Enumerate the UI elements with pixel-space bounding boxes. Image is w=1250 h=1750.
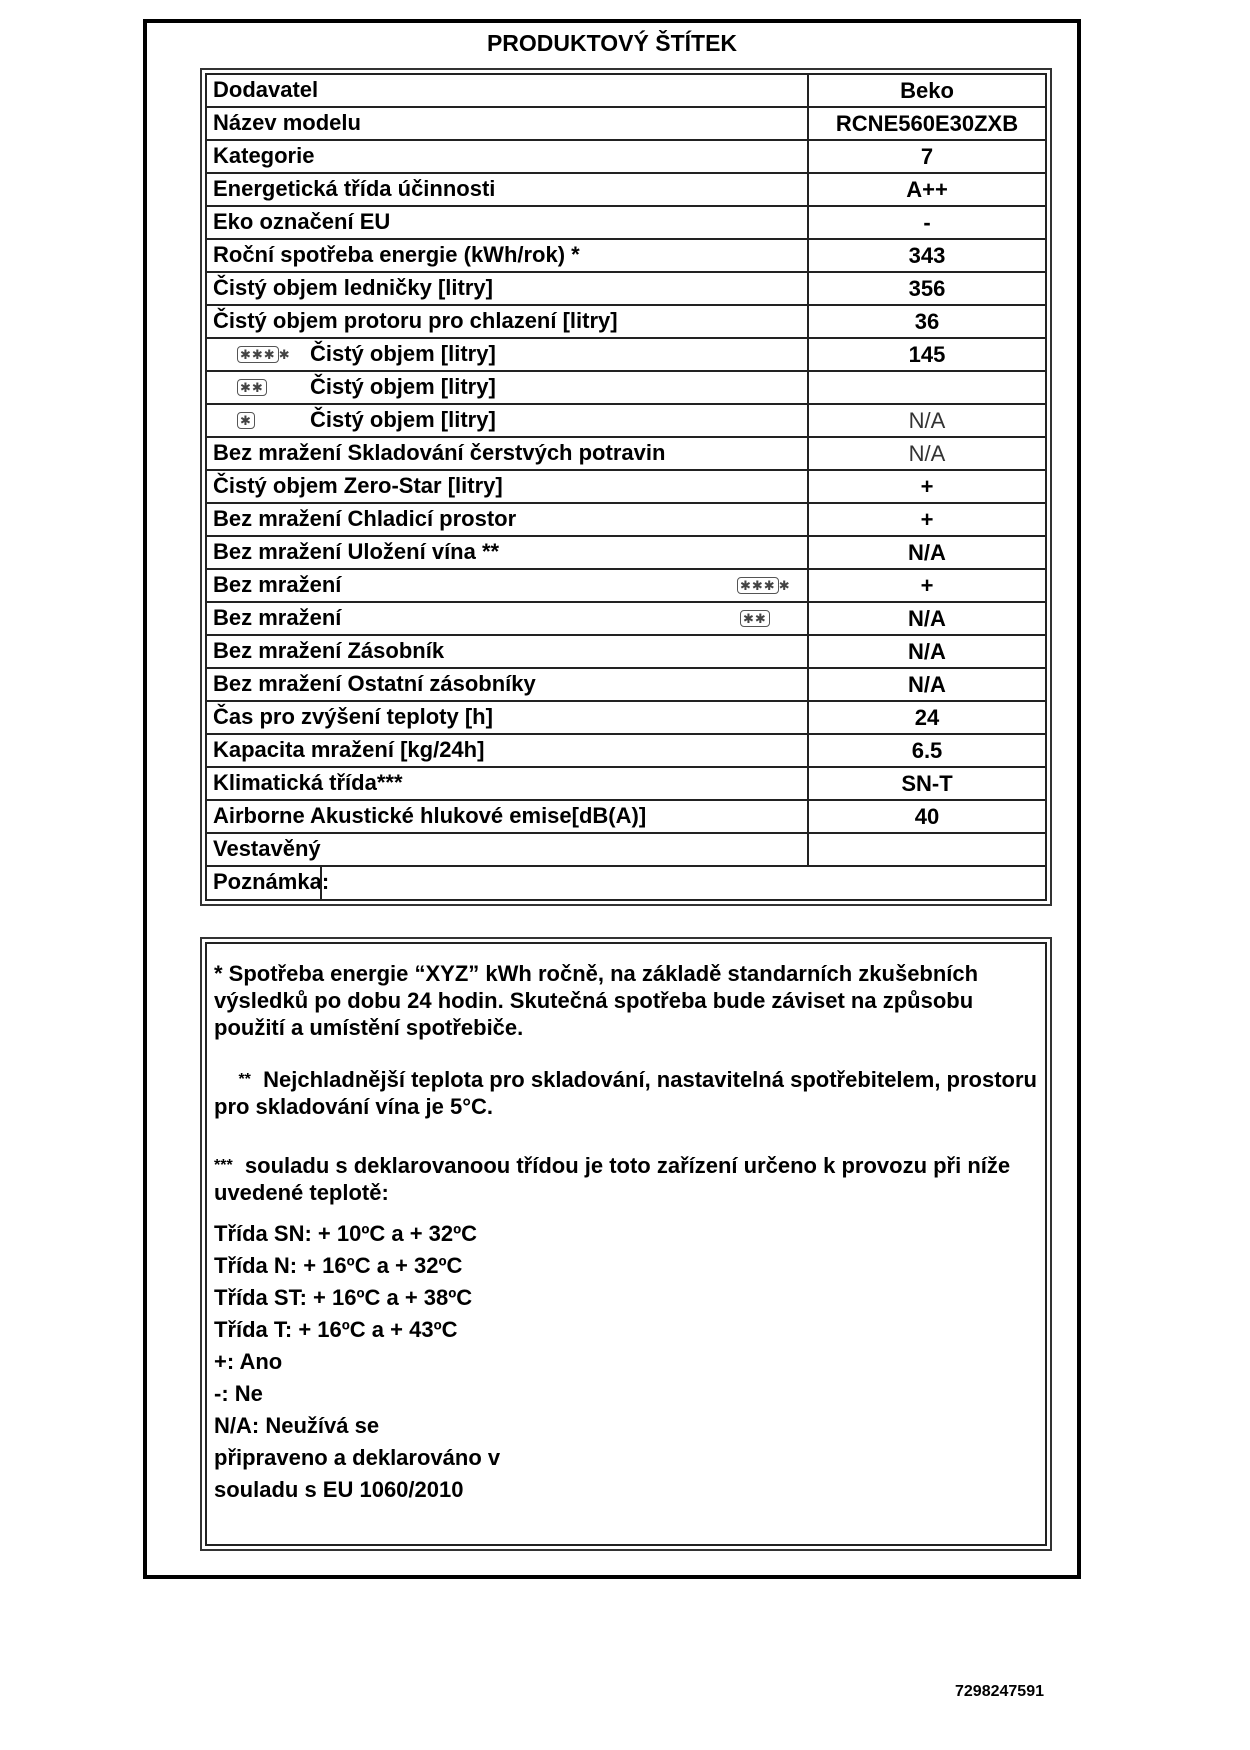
row-label-text: Vestavěný [213,836,321,861]
note-label-text: Poznámka: [213,869,330,894]
row-label [207,141,809,172]
table-row [207,240,1045,273]
row-value: 36 [914,309,940,334]
legend-line: N/A: Neužívá se [214,1413,380,1438]
row-value: RCNE560E30ZXB [835,111,1019,136]
row-label [207,570,809,601]
row-label [207,306,809,337]
row-label-text: Čistý objem [litry] [310,374,496,399]
row-label-text: Airborne Akustické hlukové emise[dB(A)] [213,803,647,828]
row-label [207,636,809,667]
row-label-text: Dodavatel [213,77,319,102]
table-row [207,273,1045,306]
table-row [207,768,1045,801]
one-star-freezer-icon [237,412,255,429]
table-row [207,75,1045,108]
row-value: + [920,573,934,598]
row-label [207,207,809,238]
table-row [207,636,1045,669]
table-row [207,801,1045,834]
row-value: Beko [900,78,954,103]
four-star-freezer-icon [237,346,291,363]
note-climate-mark: *** [214,1157,233,1174]
table-row [207,174,1045,207]
note-wine-temp [214,1066,1037,1120]
row-label-text: Čistý objem [litry] [310,407,496,432]
page-title: PRODUKTOVÝ ŠTÍTEK [486,30,738,56]
table-row [207,405,1045,438]
table-row [207,603,1045,636]
star-glyphs: ✱✱ [240,380,264,395]
row-label-text: Název modelu [213,110,361,135]
table-row [207,372,1045,405]
table-row [207,570,1045,603]
row-value: + [920,474,934,499]
row-label-text: Bez mražení Zásobník [213,638,445,663]
row-label [207,372,809,403]
two-star-freezer-icon [740,610,770,627]
note-wine-text: Nejchladnější teplota pro skladování, nastavitelná spotřebitelem, prostoru pro skladování vína je 5°C. [214,1067,1037,1119]
row-label [207,108,809,139]
table-row [207,108,1045,141]
star-tail-glyph: ✱ [278,347,291,362]
row-label [207,537,809,568]
legend-line: Třída SN: + 10ºC a + 32ºC [214,1221,478,1246]
row-label [207,834,809,865]
note-label [207,867,1045,900]
notes-box [200,937,1052,1551]
table-row [207,834,1045,867]
row-label [207,405,809,436]
row-label-text: Čas pro zvýšení teploty [h] [213,704,493,729]
star-glyphs: ✱✱✱ [240,347,276,362]
row-value: 7 [920,144,934,169]
row-value [809,372,1045,403]
two-star-freezer-icon [237,379,267,396]
table-row [207,339,1045,372]
notes-body [205,942,1047,1546]
star-glyphs: ✱✱ [743,611,767,626]
row-label-text: Bez mražení Skladování čerstvých potravin [213,440,666,465]
row-label-text: Bez mražení Ostatní zásobníky [213,671,536,696]
note-energy: * Spotřeba energie “XYZ” kWh ročně, na základě standarních zkušebních výsledků po dobu 24 hodin. Skutečná spotřeba bude záviset na způsobu použití a umístění spotřebiče. [214,961,979,1040]
row-label-text: Bez mražení [213,572,342,597]
row-value: N/A [908,606,946,631]
row-value: SN-T [901,771,953,796]
product-table-body [205,73,1047,901]
row-value: + [920,507,934,532]
row-value: 145 [908,342,946,367]
star-glyphs: ✱✱✱ [740,578,776,593]
row-value: N/A [908,441,946,466]
note-climate [214,1152,1037,1206]
legend-line: připraveno a deklarováno v [214,1445,501,1470]
row-label-text: Čistý objem [litry] [310,341,496,366]
row-label [207,735,809,766]
note-divider [320,867,322,900]
table-row [207,306,1045,339]
legend-line: souladu s EU 1060/2010 [214,1477,464,1502]
row-label [207,504,809,535]
row-value [809,834,1045,865]
table-row [207,471,1045,504]
row-value: A++ [906,177,948,202]
row-label [207,438,809,469]
four-star-freezer-icon [737,577,791,594]
legend-line: Třída T: + 16ºC a + 43ºC [214,1317,458,1342]
row-label-text: Čistý objem ledničky [litry] [213,275,493,300]
row-label [207,471,809,502]
row-label-text: Čistý objem Zero-Star [litry] [213,473,503,498]
table-row [207,504,1045,537]
row-value: 24 [914,705,940,730]
table-row [207,141,1045,174]
row-value: N/A [908,408,946,433]
table-row [207,438,1045,471]
row-label [207,768,809,799]
row-label-text: Bez mražení Uložení vína ** [213,539,500,564]
row-label-text: Kategorie [213,143,315,168]
row-label-text: Eko označení EU [213,209,391,234]
table-row [207,207,1045,240]
row-label-text: Energetická třída účinnosti [213,176,496,201]
legend-line: Třída N: + 16ºC a + 32ºC [214,1253,463,1278]
legend-line: +: Ano [214,1349,283,1374]
row-value: N/A [908,672,946,697]
row-label [207,339,809,370]
row-label-text: Bez mražení Chladicí prostor [213,506,517,531]
note-climate-text: souladu s deklarovanoou třídou je toto zařízení určeno k provozu při níže uvedené teplotě: [214,1153,1011,1205]
row-label [207,702,809,733]
row-label-text: Bez mražení [213,605,342,630]
row-label [207,603,809,634]
legend-list [214,1218,1037,1506]
note-row [207,867,1045,900]
row-value: 343 [908,243,946,268]
legend-line: Třída ST: + 16ºC a + 38ºC [214,1285,473,1310]
row-label [207,273,809,304]
table-row [207,735,1045,768]
row-value: 356 [908,276,946,301]
note-wine-mark: ** [238,1071,251,1088]
row-value: - [923,210,931,235]
row-value: 40 [914,804,940,829]
document-code: 7298247591 [955,1683,1044,1700]
row-value: N/A [908,639,946,664]
star-tail-glyph: ✱ [778,578,791,593]
table-row [207,537,1045,570]
row-label-text: Klimatická třída*** [213,770,403,795]
row-label [207,174,809,205]
table-row [207,702,1045,735]
row-label-text: Roční spotřeba energie (kWh/rok) * [213,242,580,267]
row-label [207,801,809,832]
row-label [207,240,809,271]
row-label [207,669,809,700]
row-label-text: Kapacita mražení [kg/24h] [213,737,485,762]
row-label [207,75,809,106]
row-value: N/A [908,540,946,565]
product-table [200,68,1052,906]
star-glyphs: ✱ [240,413,252,428]
table-row [207,669,1045,702]
row-label-text: Čistý objem protoru pro chlazení [litry] [213,308,618,333]
legend-line: -: Ne [214,1381,263,1406]
row-value: 6.5 [911,738,943,763]
